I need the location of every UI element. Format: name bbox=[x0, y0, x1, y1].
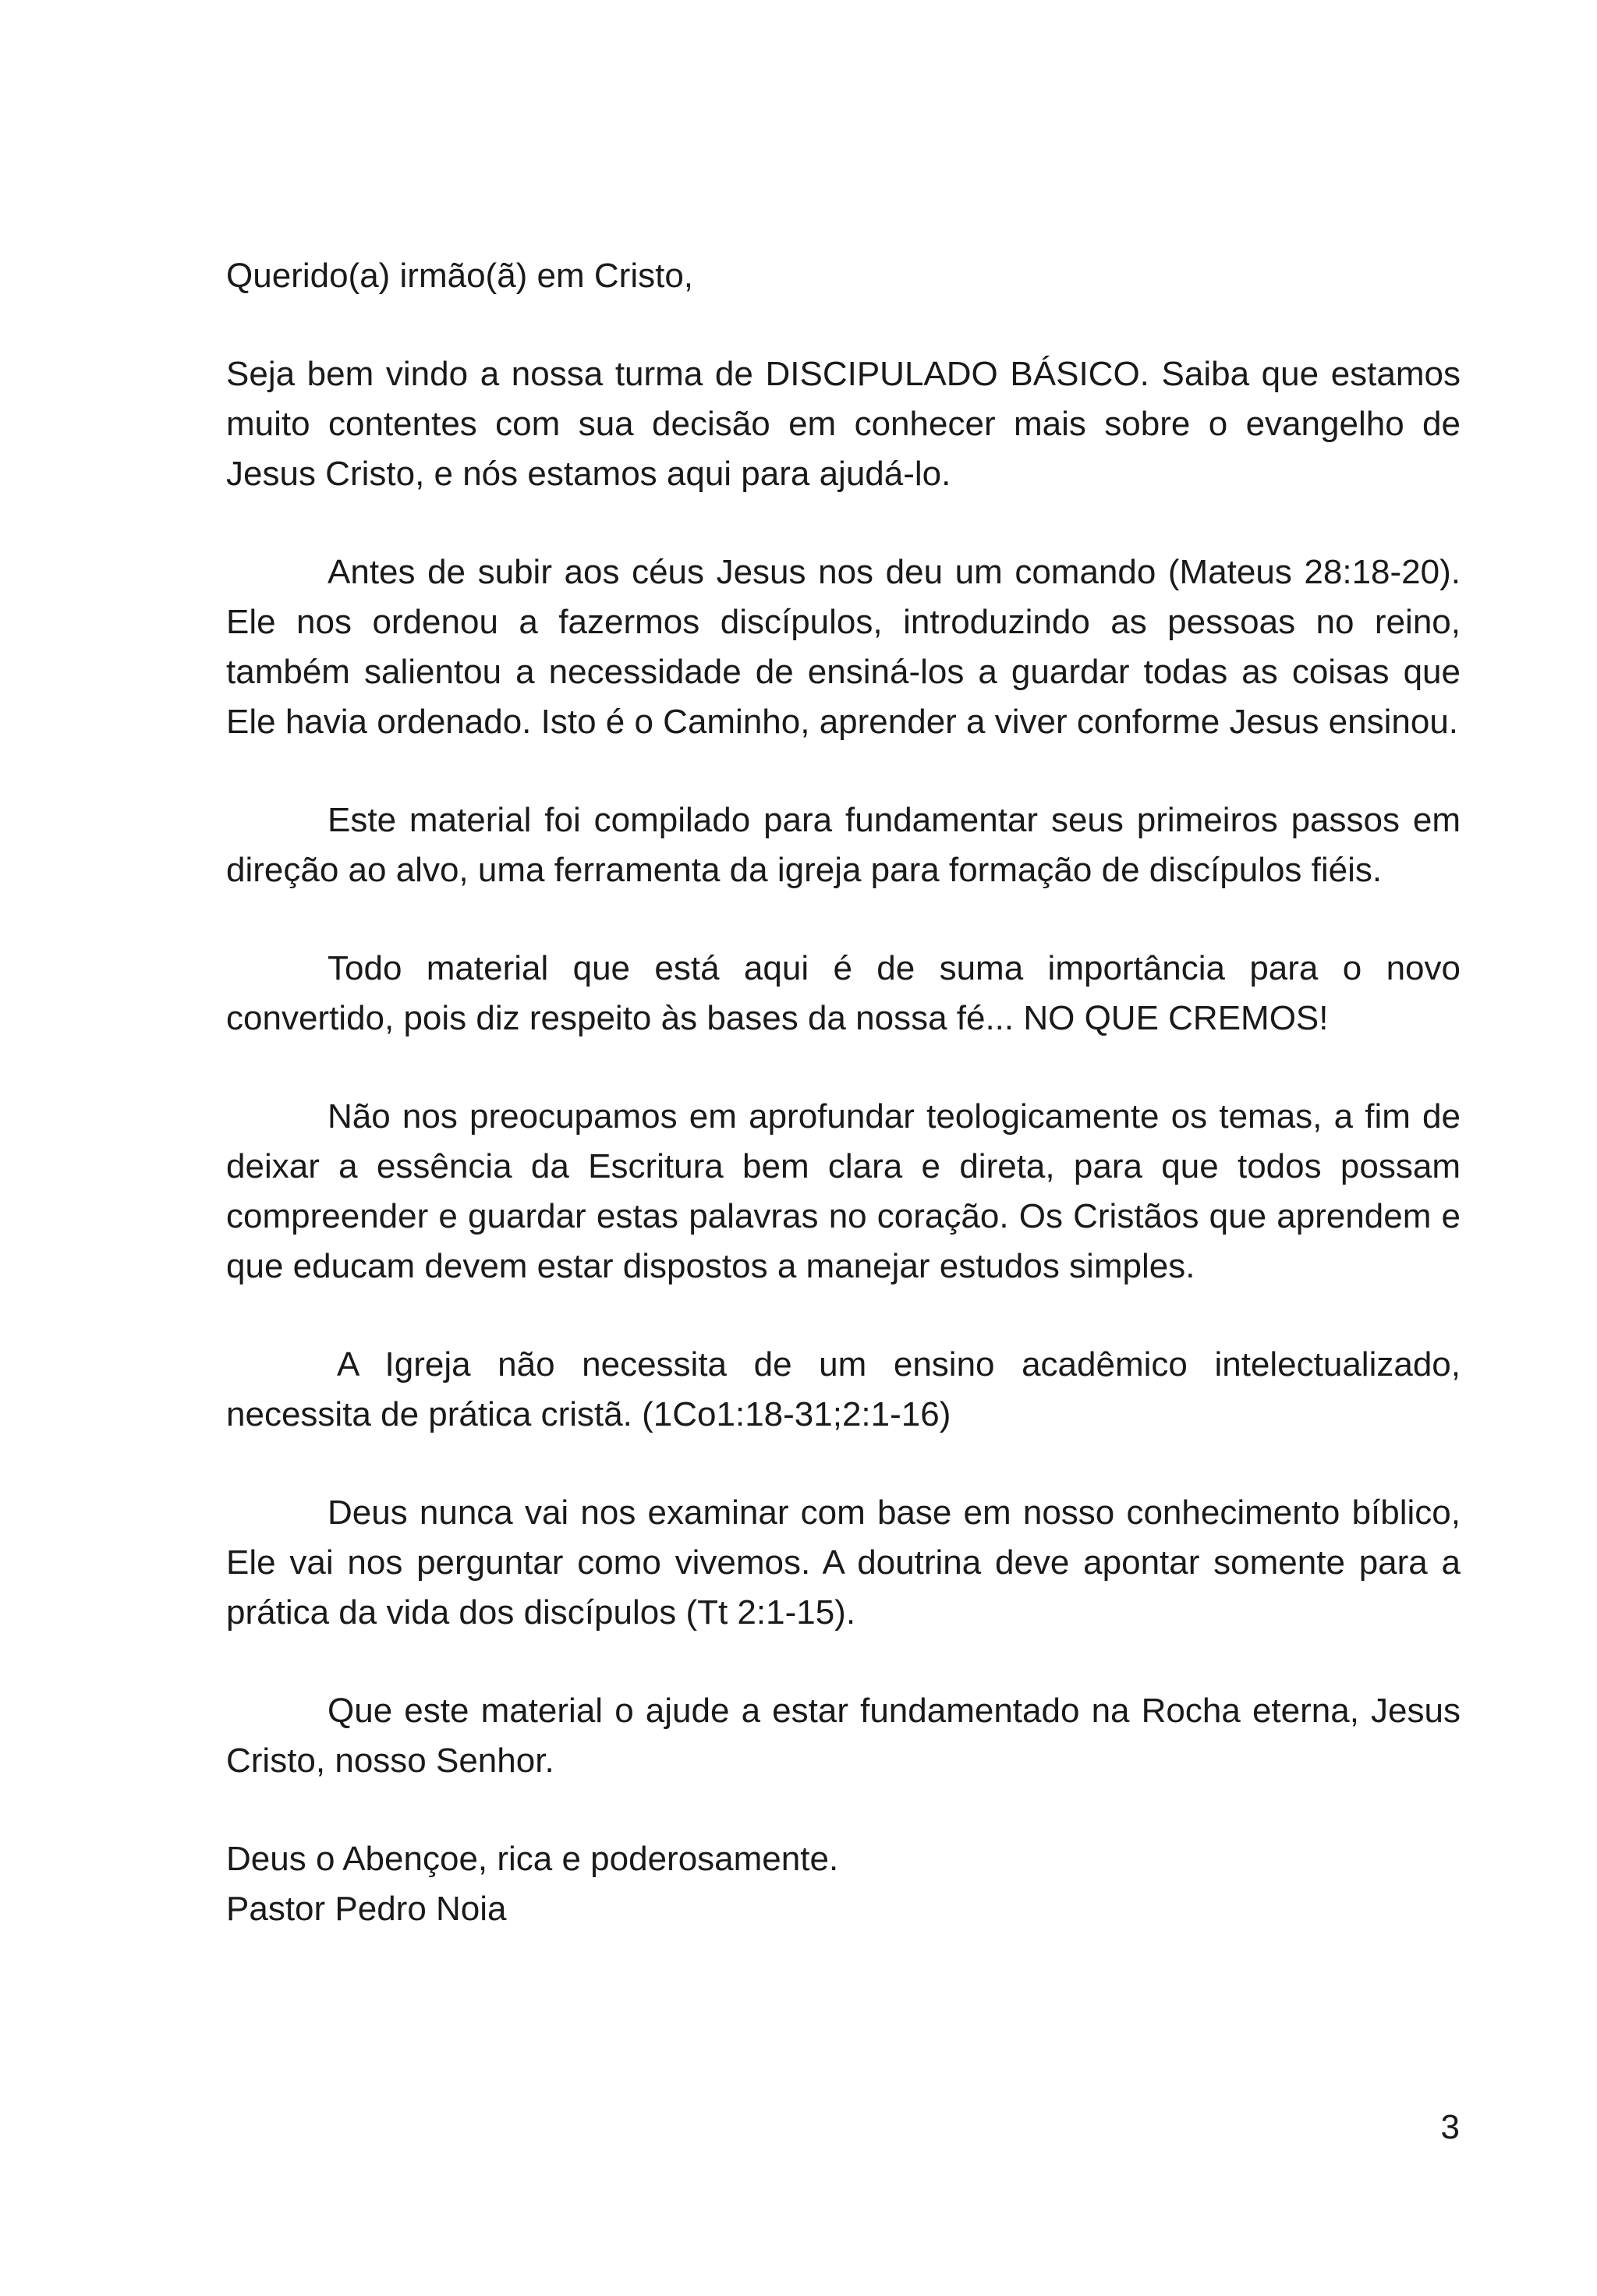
closing-line: Deus o Abençoe, rica e poderosamente. bbox=[226, 1840, 839, 1878]
paragraph-simplicity: Não nos preocupamos em aprofundar teologicamente os temas, a fim de deixar a essência da Escritura bem clara e direta, para que todos possam compreender e guardar estas palavras no coração. Os Cristãos que aprendem e que educam devem estar dispostos a manejar estudos simples. bbox=[226, 1097, 1461, 1285]
paragraph-command: Antes de subir aos céus Jesus nos deu um comando (Mateus 28:18-20). Ele nos ordenou a fazermos discípulos, introduzindo as pessoas no reino, também salientou a necessidade de ensiná-los a guardar todas as coisas que Ele havia ordenado. Isto é o Caminho, aprender a viver conforme Jesus ensinou. bbox=[226, 553, 1461, 741]
paragraph-importance: Todo material que está aqui é de suma importância para o novo convertido, pois diz respeito às bases da nossa fé... NO QUE CREMOS! bbox=[226, 949, 1461, 1037]
page-number: 3 bbox=[1440, 2108, 1460, 2146]
salutation: Querido(a) irmão(ã) em Cristo, bbox=[226, 257, 694, 295]
paragraph-doctrine: Deus nunca vai nos examinar com base em nosso conhecimento bíblico, Ele vai nos perguntar como vivemos. A doutrina deve apontar somente para a prática da vida dos discípulos (Tt 2:1-15). bbox=[226, 1493, 1461, 1632]
signature: Pastor Pedro Noia bbox=[226, 1890, 507, 1928]
paragraph-material-purpose: Este material foi compilado para fundamentar seus primeiros passos em direção ao alvo, uma ferramenta da igreja para formação de discípulos fiéis. bbox=[226, 801, 1461, 889]
paragraph-practice: A Igreja não necessita de um ensino acadêmico intelectualizado, necessita de prática cristã. (1Co1:18-31;2:1-16) bbox=[226, 1345, 1461, 1433]
paragraph-foundation: Que este material o ajude a estar fundamentado na Rocha eterna, Jesus Cristo, nosso Senhor. bbox=[226, 1692, 1461, 1780]
letter-body bbox=[226, 251, 1461, 1934]
paragraph-welcome: Seja bem vindo a nossa turma de DISCIPULADO BÁSICO. Saiba que estamos muito contentes com sua decisão em conhecer mais sobre o evangelho de Jesus Cristo, e nós estamos aqui para ajudá-lo. bbox=[226, 355, 1461, 493]
